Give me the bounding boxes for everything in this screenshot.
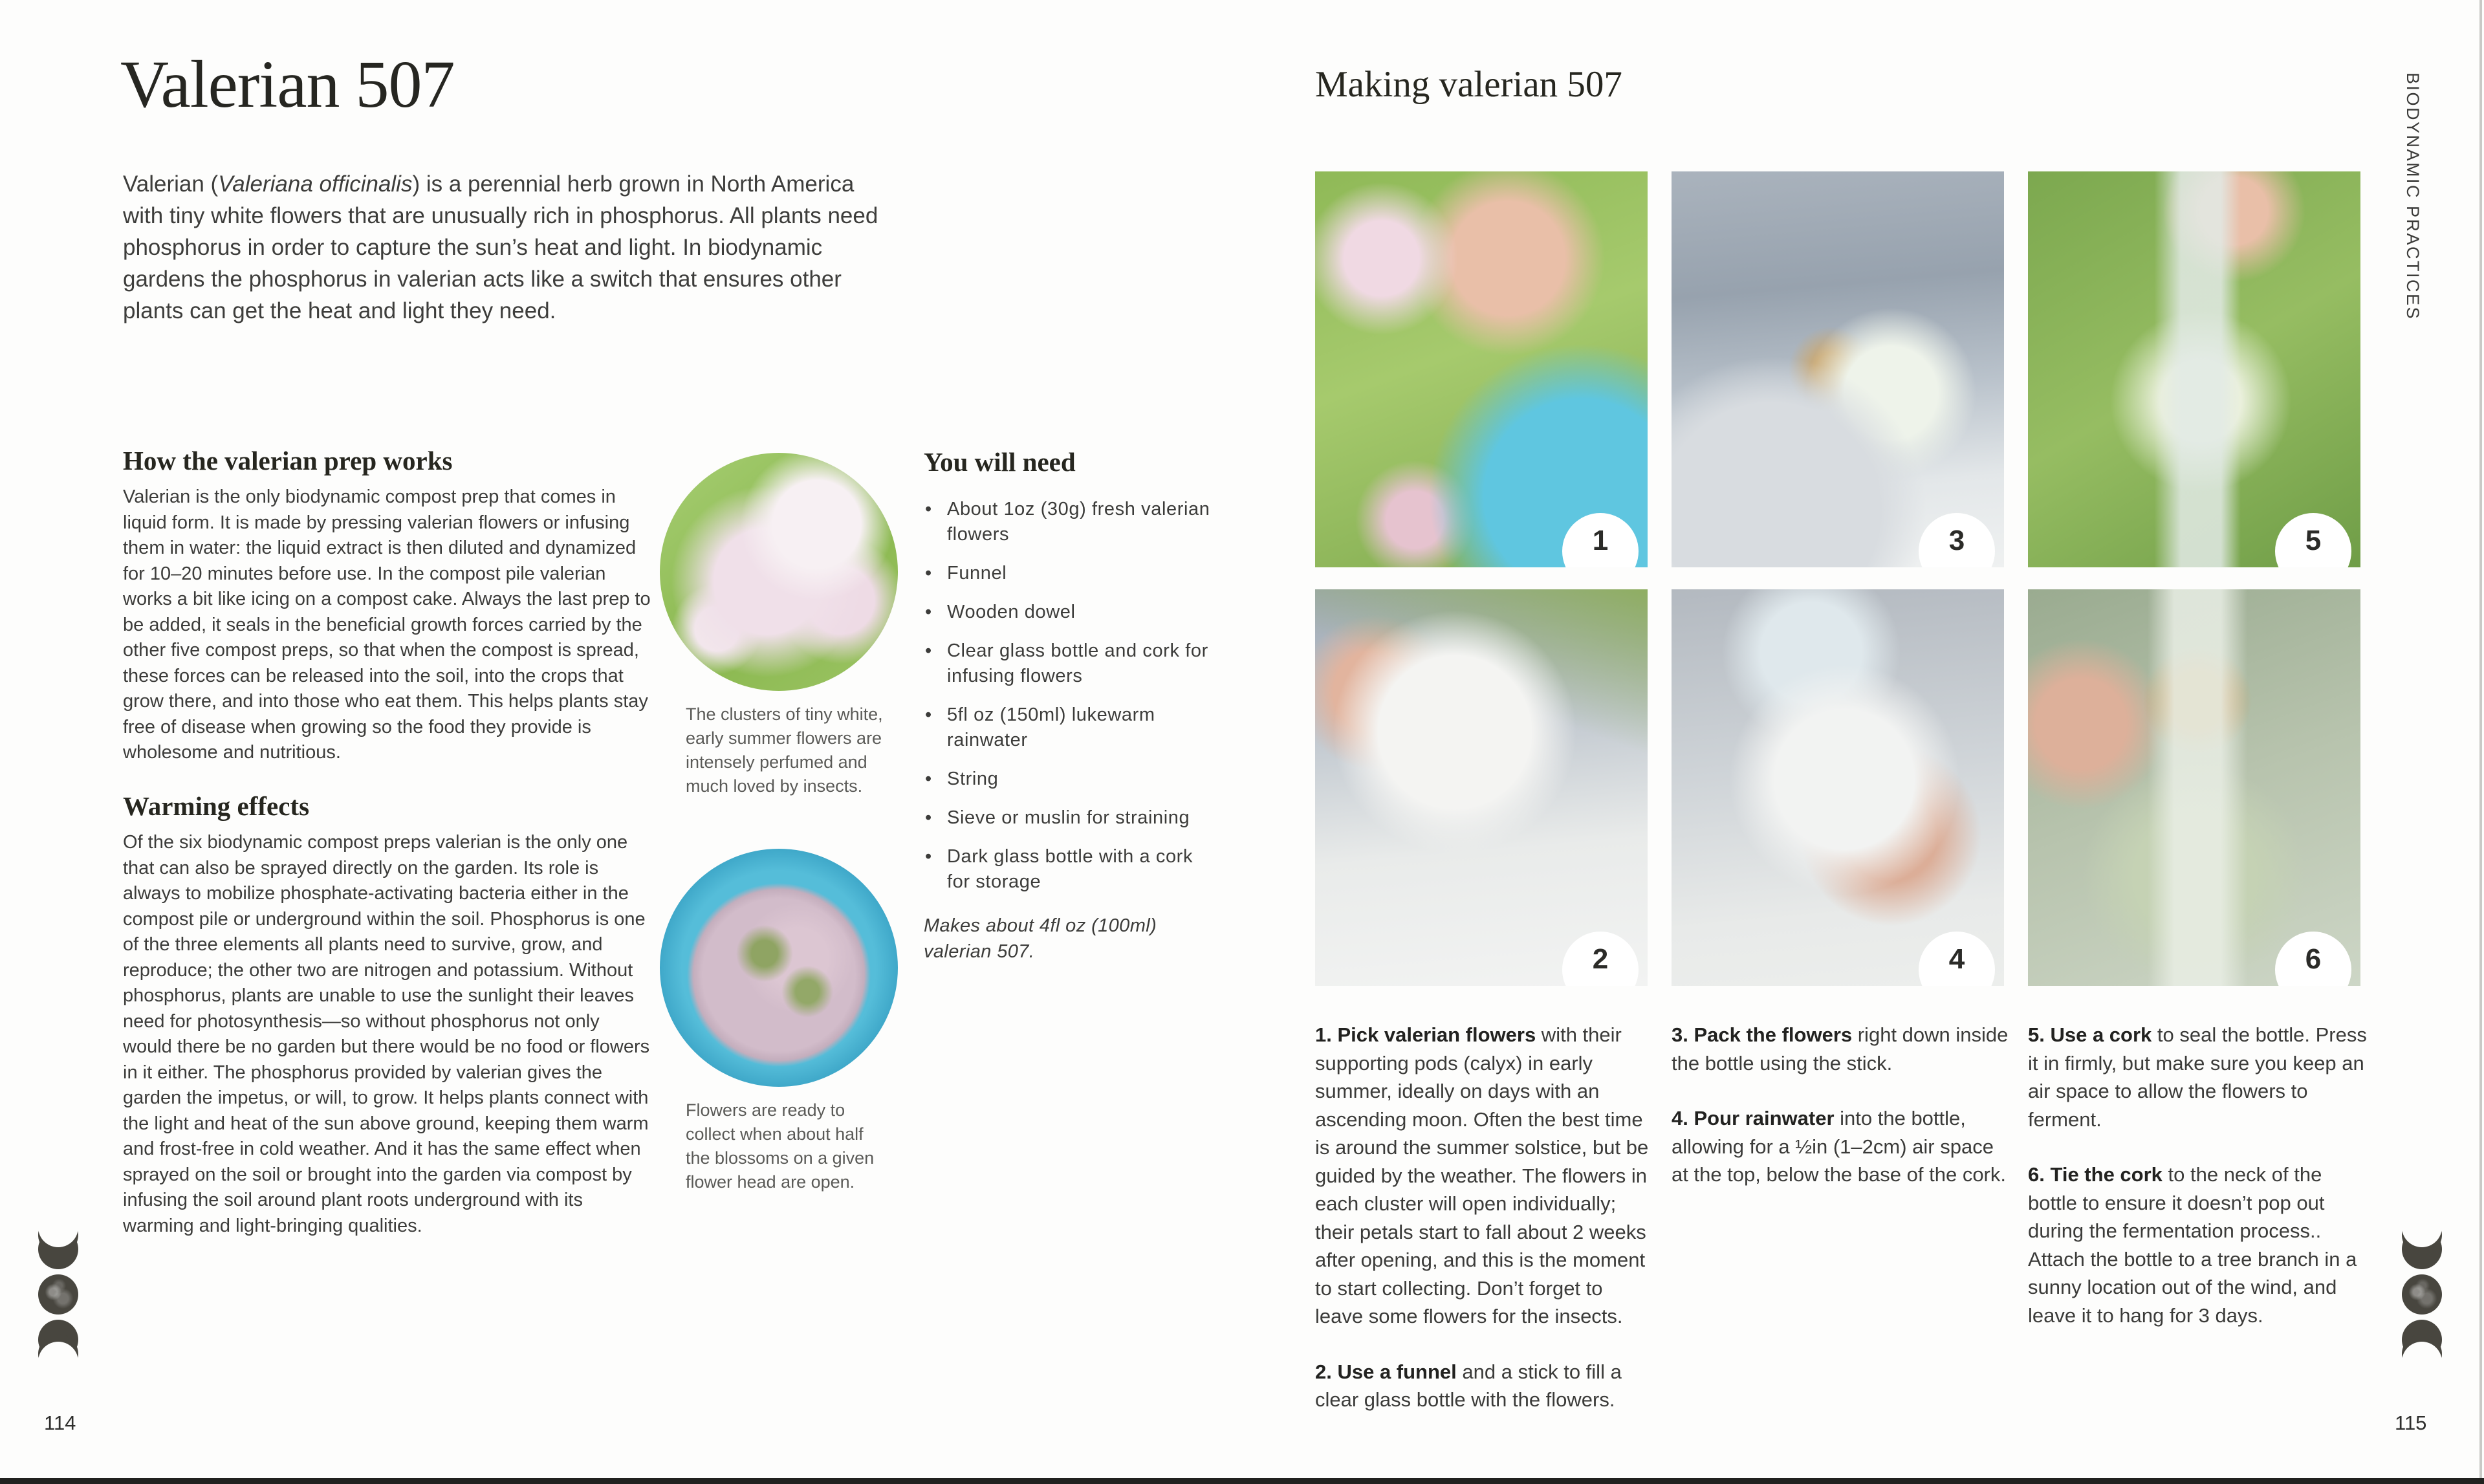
steps-column-1 — [1315, 1021, 1654, 1441]
step-photo-4 — [1672, 589, 2004, 986]
steps-column-3 — [2028, 1021, 2367, 1357]
step-number-badge: 6 — [2275, 932, 2351, 986]
intro-text: Valerian ( — [123, 171, 219, 197]
step-text: with their supporting pods (calyx) in early summer, ideally on days with an ascending moon. Often the best time is around the summer solstice, but be guided by the weather. The flowers in each cluster will open individually; their petals start to fall about 2 weeks after opening, and this is the moment to start collecting. Don’t forget to leave some flowers for the insects. — [1315, 1023, 1649, 1327]
step-number-badge: 4 — [1919, 932, 1995, 986]
list-item: • 5fl oz (150ml) lukewarm rainwater — [924, 703, 1216, 753]
you-will-need-list — [924, 497, 1216, 895]
page-number: 115 — [2395, 1412, 2427, 1434]
step-lead: 4. Pour rainwater — [1672, 1107, 1835, 1129]
step-photo-6 — [2028, 589, 2360, 986]
list-item: • Wooden dowel — [924, 600, 1216, 625]
step-lead: 6. Tie the cork — [2028, 1163, 2163, 1186]
list-item: • Dark glass bottle with a cork for storage — [924, 844, 1216, 895]
intro-paragraph — [123, 168, 880, 327]
page-edge-right — [2479, 0, 2482, 1484]
step-photo-2 — [1315, 589, 1648, 986]
step-text: and a stick to fill a clear glass bottle with the flowers. — [1315, 1360, 1622, 1411]
step-text: into the bottle, allowing for a ½in (1–2cm) air space at the top, below the base of the cork. — [1672, 1107, 2006, 1186]
step-text: right down inside the bottle using the stick. — [1672, 1023, 2009, 1075]
step-number-badge: 2 — [1562, 932, 1639, 986]
photo-caption: The clusters of tiny white, early summer flowers are intensely perfumed and much loved by insects. — [686, 704, 883, 796]
list-item: • Funnel — [924, 561, 1216, 586]
step-instruction — [2028, 1161, 2367, 1329]
step-instruction — [2028, 1021, 2367, 1133]
flower-bowl-photo — [660, 849, 898, 1087]
you-will-need-panel — [924, 446, 1216, 965]
step-photo-3 — [1672, 171, 2004, 567]
steps-column-2 — [1672, 1021, 2010, 1216]
step-lead: 2. Use a funnel — [1315, 1360, 1457, 1383]
photo-caption: Flowers are ready to collect when about half the blossoms on a given flower head are open. — [686, 1100, 875, 1192]
crescent-moon-icon — [2402, 1334, 2442, 1374]
section-body: Of the six biodynamic compost preps valerian is the only one that can also be sprayed directly on the garden. Its role is always to mobilize phosphate-activating bacteria either in the compost pile or underground within the soil. Phosphorus is one of the three elements all plants need to survive, grow, and reproduce; the other two are nitrogen and potassium. Without phosphorus, plants are unable to use the sunlight their leaves need for photosynthesis—so without phosphorus not only would there be no garden but there would be no food or flowers in it either. The phosphorus provided by valerian gives the garden the impetus, or will, to grow. It helps plants connect with the light and heat of the sun above ground, keeping them warm and frost-free in cold weather. And it has the same effect when sprayed on the soil or brought into the garden via compost by infusing the soil around plant roots underground with its warming and light-bringing qualities. — [123, 832, 650, 1236]
intro-text-cont: ) is a perennial herb grown in North America with tiny white flowers that are unusually rich in phosphorus. All plants need phosphorus in order to capture the sun’s heat and light. In biodynamic gardens the phosphorus in valerian acts like a switch that ensures other plants can get the heat and light they need. — [123, 171, 878, 323]
step-text: to seal the bottle. Press it in firmly, but make sure you keep an air space to allow the flowers to ferment. — [2028, 1023, 2367, 1131]
crescent-moon-icon — [38, 1334, 78, 1374]
full-moon-icon — [2402, 1274, 2442, 1315]
step-photo-5 — [2028, 171, 2360, 567]
latin-name: Valeriana officinalis — [218, 171, 413, 197]
step-lead: 1. Pick valerian flowers — [1315, 1023, 1536, 1046]
sidebar-label: BIODYNAMIC PRACTICES — [2403, 72, 2423, 321]
yield-note: Makes about 4fl oz (100ml) valerian 507. — [924, 915, 1157, 962]
step-text: to the neck of the bottle to ensure it doesn’t pop out during the fermentation process.. Attach the bottle to a tree branch in a sunny location out of the wind, and leave it to hang for 3 days. — [2028, 1163, 2357, 1327]
moon-phases-icon — [2401, 1215, 2443, 1374]
step-instruction — [1672, 1021, 2010, 1077]
step-number-badge: 5 — [2275, 513, 2351, 567]
section-heading: Warming effects — [123, 791, 310, 821]
spread-title: Making valerian 507 — [1315, 64, 1622, 105]
you-will-need-heading: You will need — [924, 447, 1076, 477]
step-lead: 5. Use a cork — [2028, 1023, 2152, 1046]
step-number-badge: 3 — [1919, 513, 1995, 567]
list-item: • String — [924, 767, 1216, 792]
step-instruction — [1315, 1021, 1654, 1331]
step-lead: 3. Pack the flowers — [1672, 1023, 1853, 1046]
page-edge-bottom — [0, 1478, 2484, 1484]
page-title: Valerian 507 — [120, 47, 455, 122]
list-item: • About 1oz (30g) fresh valerian flowers — [924, 497, 1216, 547]
moon-phases-icon — [38, 1215, 79, 1374]
list-item: • Clear glass bottle and cork for infusing flowers — [924, 638, 1216, 689]
crescent-moon-icon — [2402, 1229, 2442, 1269]
step-instruction — [1315, 1358, 1654, 1414]
valerian-flower-cluster-photo — [660, 453, 898, 691]
step-photo-1 — [1315, 171, 1648, 567]
right-page — [1242, 0, 2484, 1484]
list-item: • Sieve or muslin for straining — [924, 805, 1216, 831]
section-how-it-works — [123, 445, 652, 766]
step-instruction — [1672, 1104, 2010, 1189]
crescent-moon-icon — [38, 1229, 78, 1269]
section-body: Valerian is the only biodynamic compost prep that comes in liquid form. It is made by pressing valerian flowers or infusing them in water: the liquid extract is then diluted and dynamized for 10–20 minutes before use. In the compost pile valerian works a bit like icing on a compost cake. Always the last prep to be added, it seals in the beneficial growth forces carried by the other five compost preps, so that when the compost is spread, these forces can be released into the soil, into the crops that grow there, and into those who eat them. This helps plants stay free of disease when growing so the food they provide is wholesome and nutritious. — [123, 486, 651, 763]
section-warming-effects — [123, 791, 652, 1239]
page-number: 114 — [44, 1412, 76, 1434]
section-heading: How the valerian prep works — [123, 446, 453, 475]
step-number-badge: 1 — [1562, 513, 1639, 567]
full-moon-icon — [38, 1274, 78, 1315]
